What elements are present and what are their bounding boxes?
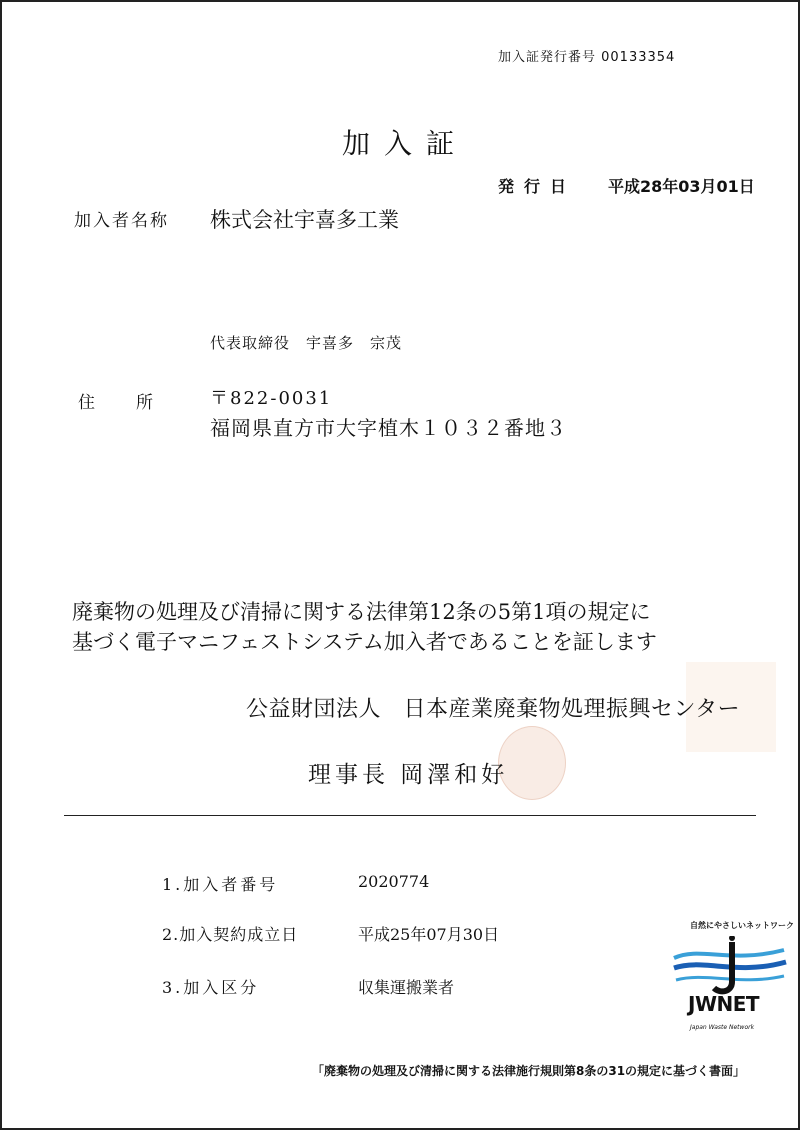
declaration-line-2: 基づく電子マニフェストシステム加入者であることを証します (72, 630, 657, 654)
detail-label-contract-date: 2.加入契約成立日 (162, 925, 299, 944)
divider (64, 815, 756, 816)
document-title: 加入証 (342, 127, 469, 160)
address-label-2: 所 (136, 393, 153, 413)
certificate-number: 加入証発行番号 00133354 (498, 50, 676, 65)
logo-name: JWNET (688, 992, 760, 1016)
subscriber-name: 株式会社宇喜多工業 (210, 208, 399, 232)
address: 福岡県直方市大字植木１０３２番地３ (210, 416, 567, 440)
subscriber-name-label: 加入者名称 (74, 211, 169, 231)
issuer-organization: 公益財団法人 日本産業廃棄物処理振興センター (246, 697, 741, 722)
footnote: 「廃棄物の処理及び清掃に関する法律施行規則第8条の31の規定に基づく書面」 (312, 1064, 746, 1078)
jwnet-logo-icon (670, 936, 790, 996)
postal-code: 〒822-0031 (210, 388, 333, 409)
logo-subtitle: Japan Waste Network (690, 1024, 755, 1031)
detail-value-subscriber-number: 2020774 (358, 872, 430, 891)
issuer-chairman: 理事長 岡澤和好 (308, 762, 509, 788)
representative: 代表取締役 宇喜多 宗茂 (210, 334, 403, 352)
detail-value-category: 収集運搬業者 (358, 978, 455, 997)
issue-date-value: 平成28年03月01日 (608, 177, 755, 196)
issue-date-label: 発行日 (498, 177, 577, 196)
detail-label-category: 3.加入区分 (162, 978, 260, 997)
detail-value-contract-date: 平成25年07月30日 (358, 925, 500, 944)
logo-tagline: 自然にやさしいネットワーク (690, 921, 794, 930)
detail-label-subscriber-number: 1.加入者番号 (162, 875, 279, 894)
address-label-1: 住 (78, 393, 95, 413)
declaration-line-1: 廃棄物の処理及び清掃に関する法律第12条の5第1項の規定に (72, 600, 651, 624)
